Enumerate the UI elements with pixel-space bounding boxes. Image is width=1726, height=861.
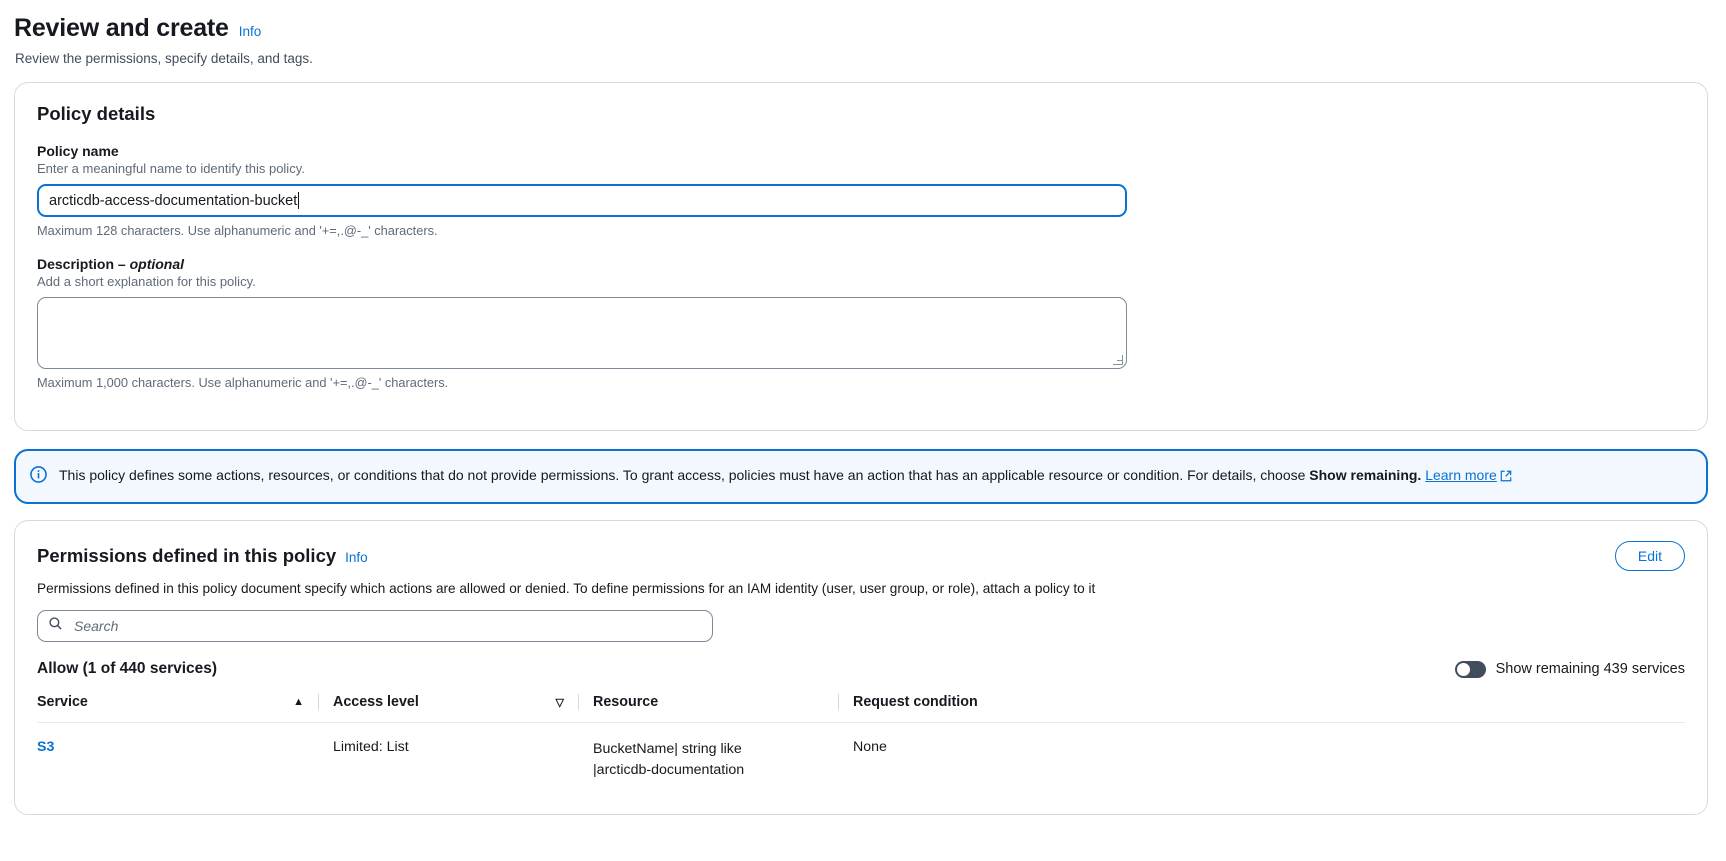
column-header-resource[interactable]: [579, 694, 839, 723]
policy-description-description: Add a short explanation for this policy.: [37, 274, 256, 289]
policy-name-field: [37, 143, 1685, 238]
policy-details-card: [14, 82, 1708, 431]
allow-services-count: Allow (1 of 440 services): [37, 660, 218, 677]
edit-button[interactable]: Edit: [1615, 541, 1685, 571]
learn-more-link[interactable]: Learn more: [1425, 467, 1497, 483]
resource-line-2: |arcticdb-documentation: [593, 761, 745, 778]
show-remaining-toggle[interactable]: [1455, 661, 1486, 678]
table-header-row: [37, 694, 1685, 723]
alert-text-bold: Show remaining.: [1309, 467, 1422, 483]
permissions-card: [14, 520, 1708, 815]
toggle-knob: [1457, 663, 1470, 676]
policy-info-alert: [14, 449, 1708, 504]
page-title: Review and create: [14, 14, 229, 42]
sort-ascending-icon: ▲: [293, 696, 304, 708]
permissions-table-body: [37, 723, 1685, 793]
page-subtitle: Review the permissions, specify details, and tags.: [15, 51, 313, 66]
permissions-table-head: [37, 694, 1685, 723]
permissions-table: [37, 694, 1685, 792]
policy-description-textarea[interactable]: [37, 297, 1127, 369]
alert-text: [59, 465, 1512, 487]
permissions-title: Permissions defined in this policy: [37, 545, 337, 566]
policy-name-input-value: arcticdb-access-documentation-bucket: [49, 192, 298, 209]
column-header-request-condition[interactable]: [839, 694, 1685, 723]
cell-access-level: Limited: List: [333, 739, 409, 755]
policy-name-input[interactable]: [37, 184, 1127, 217]
permissions-search[interactable]: [37, 610, 713, 642]
page-info-link[interactable]: Info: [238, 24, 262, 39]
text-caret: [298, 192, 299, 209]
cell-request-condition: None: [853, 739, 887, 755]
policy-description-field: [37, 256, 1685, 390]
cell-service: [37, 723, 319, 793]
permissions-description: Permissions defined in this policy document specify which actions are allowed or denied. To define permissions for an IAM identity (user, user group, or role), attach a policy to it: [37, 581, 1096, 596]
policy-name-description: Enter a meaningful name to identify this policy.: [37, 161, 305, 176]
search-icon: [48, 616, 63, 636]
permissions-header-left: [37, 545, 368, 567]
column-header-access-level-label: Access level: [333, 694, 419, 710]
alert-text-main: This policy defines some actions, resources, or conditions that do not provide permissions. To grant access, policies must have an action that has an applicable resource or condition. For details, choose: [59, 467, 1310, 483]
policy-description-label: [37, 256, 1685, 272]
table-row: [37, 723, 1685, 793]
search-input[interactable]: [72, 617, 702, 635]
cell-resource: [579, 723, 839, 793]
column-header-access-level[interactable]: [319, 694, 579, 723]
policy-description-optional-text: optional: [129, 256, 185, 272]
permissions-header: [37, 541, 1685, 571]
show-remaining-label: Show remaining 439 services: [1495, 661, 1685, 677]
sort-descending-icon: ▽: [555, 696, 564, 709]
service-link-s3[interactable]: S3: [37, 739, 55, 755]
permissions-info-link[interactable]: Info: [345, 550, 368, 565]
external-link-icon: [1500, 469, 1512, 485]
info-circle-icon: [30, 466, 47, 488]
policy-name-hint: Maximum 128 characters. Use alphanumeric and '+=,.@-_' characters.: [37, 223, 438, 238]
column-header-request-condition-label: Request condition: [853, 694, 978, 710]
policy-details-title: Policy details: [37, 103, 156, 124]
policy-name-label: Policy name: [37, 143, 119, 159]
column-header-service-label: Service: [37, 694, 88, 710]
policy-description-hint: Maximum 1,000 characters. Use alphanumeric and '+=,.@-_' characters.: [37, 375, 449, 390]
column-header-service[interactable]: [37, 694, 319, 723]
column-header-resource-label: Resource: [593, 694, 659, 710]
resource-line-1: BucketName| string like: [593, 741, 742, 757]
policy-description-label-text: Description –: [37, 256, 130, 272]
show-remaining-toggle-wrap: [1455, 661, 1685, 678]
page-header: [14, 14, 1708, 43]
allow-summary-row: [37, 660, 1685, 678]
